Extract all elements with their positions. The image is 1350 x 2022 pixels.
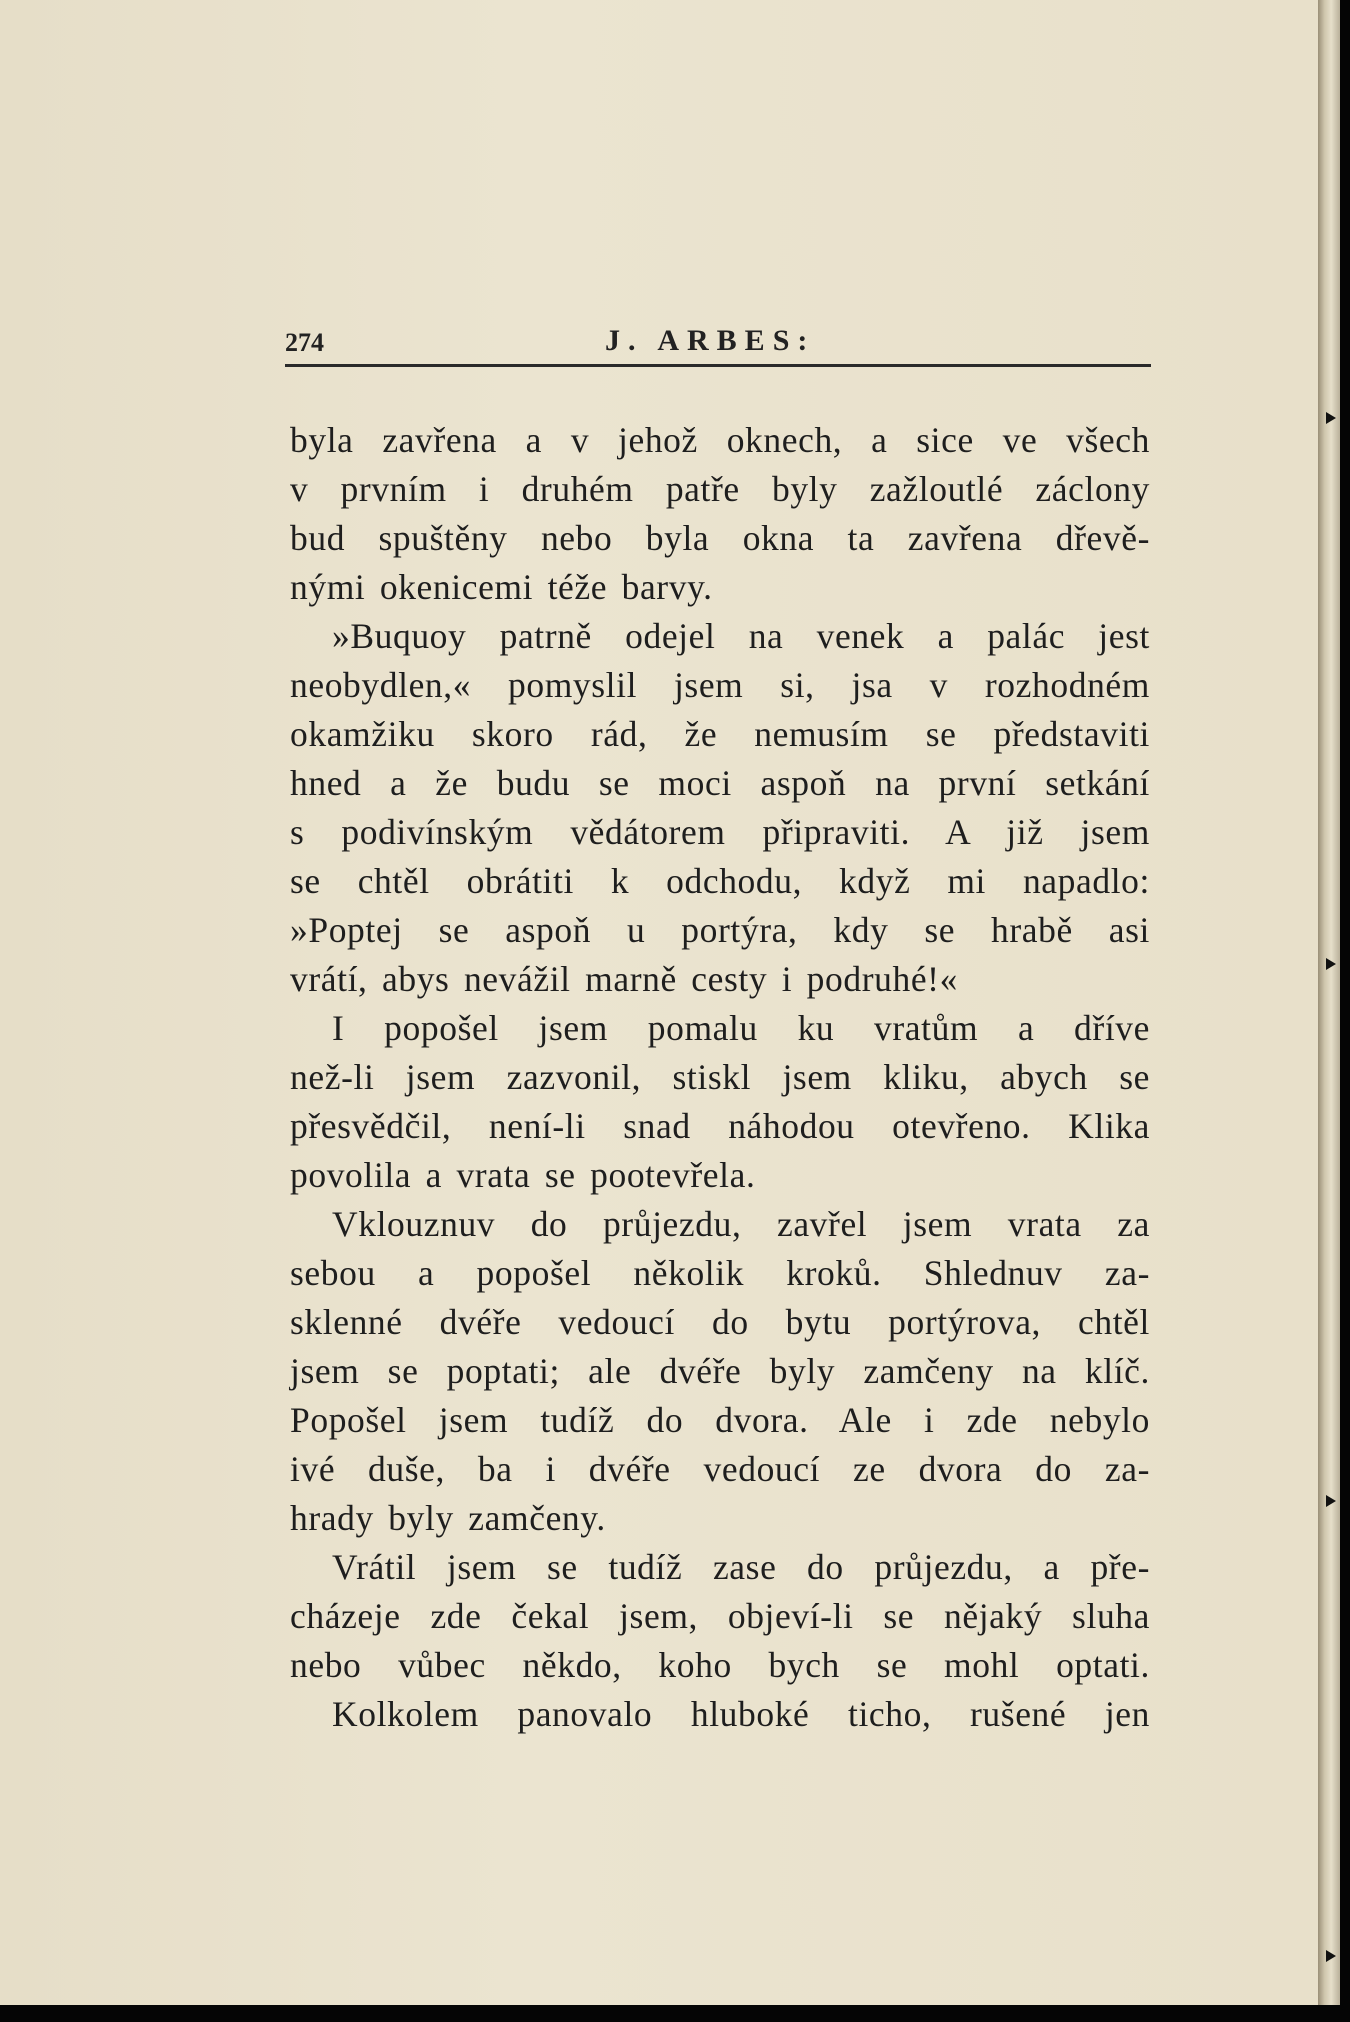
text-line: se chtěl obrátiti k odchodu, když mi napadlo: [290, 861, 1150, 901]
text-line: Vrátil jsem se tudíž zase do průjezdu, a pře- [332, 1547, 1150, 1587]
text-line: jsem se poptati; ale dvéře byly zamčeny na klíč. [290, 1351, 1150, 1391]
text-line: ivé duše, ba i dvéře vedoucí ze dvora do za- [290, 1449, 1150, 1489]
text-line: v prvním i druhém patře byly zažloutlé záclony [290, 469, 1150, 509]
text-line: nými okenicemi téže barvy. [290, 567, 713, 607]
text-line: Kolkolem panovalo hluboké ticho, rušené jen [332, 1694, 1150, 1734]
text-line: cházeje zde čekal jsem, objeví-li se nějaký sluha [290, 1596, 1150, 1636]
text-line: byla zavřena a v jehož oknech, a sice ve všech [290, 420, 1150, 460]
text-line: hned a že budu se moci aspoň na první setkání [290, 763, 1150, 803]
text-line: »Buquoy patrně odejel na venek a palác jest [332, 616, 1150, 656]
text-line: s podivínským vědátorem připraviti. A již jsem [290, 812, 1150, 852]
scan-border [0, 2005, 1350, 2022]
text-line: »Poptej se aspoň u portýra, kdy se hrabě asi [290, 910, 1150, 950]
text-line: nebo vůbec někdo, koho bych se mohl optati. [290, 1645, 1150, 1685]
text-line: hrady byly zamčeny. [290, 1498, 606, 1538]
text-line: sklenné dvéře vedoucí do bytu portýrova, chtěl [290, 1302, 1150, 1342]
page-number: 274 [285, 328, 324, 357]
text-line: I popošel jsem pomalu ku vratům a dříve [332, 1008, 1150, 1048]
book-spine-edge [1318, 0, 1340, 2005]
text-line: neobydlen,« pomyslil jsem si, jsa v rozhodném [290, 665, 1150, 705]
text-line: povolila a vrata se pootevřela. [290, 1155, 756, 1195]
text-line: než-li jsem zazvonil, stiskl jsem kliku, abych se [290, 1057, 1150, 1097]
text-line: sebou a popošel několik kroků. Shlednuv za- [290, 1253, 1150, 1293]
text-line: okamžiku skoro rád, že nemusím se představiti [290, 714, 1150, 754]
text-line: vrátí, abys nevážil marně cesty i podruhé!« [290, 959, 958, 999]
header-rule [285, 364, 1151, 367]
running-head: J. ARBES: [605, 324, 816, 357]
text-line: bud spuštěny nebo byla okna ta zavřena dřevě- [290, 518, 1150, 558]
text-line: Vklouznuv do průjezdu, zavřel jsem vrata za [332, 1204, 1150, 1244]
body-text [290, 416, 1150, 1739]
text-line: přesvědčil, není-li snad náhodou otevřeno. Klika [290, 1106, 1150, 1146]
text-line: Popošel jsem tudíž do dvora. Ale i zde nebylo [290, 1400, 1150, 1440]
page-header [285, 318, 1151, 366]
